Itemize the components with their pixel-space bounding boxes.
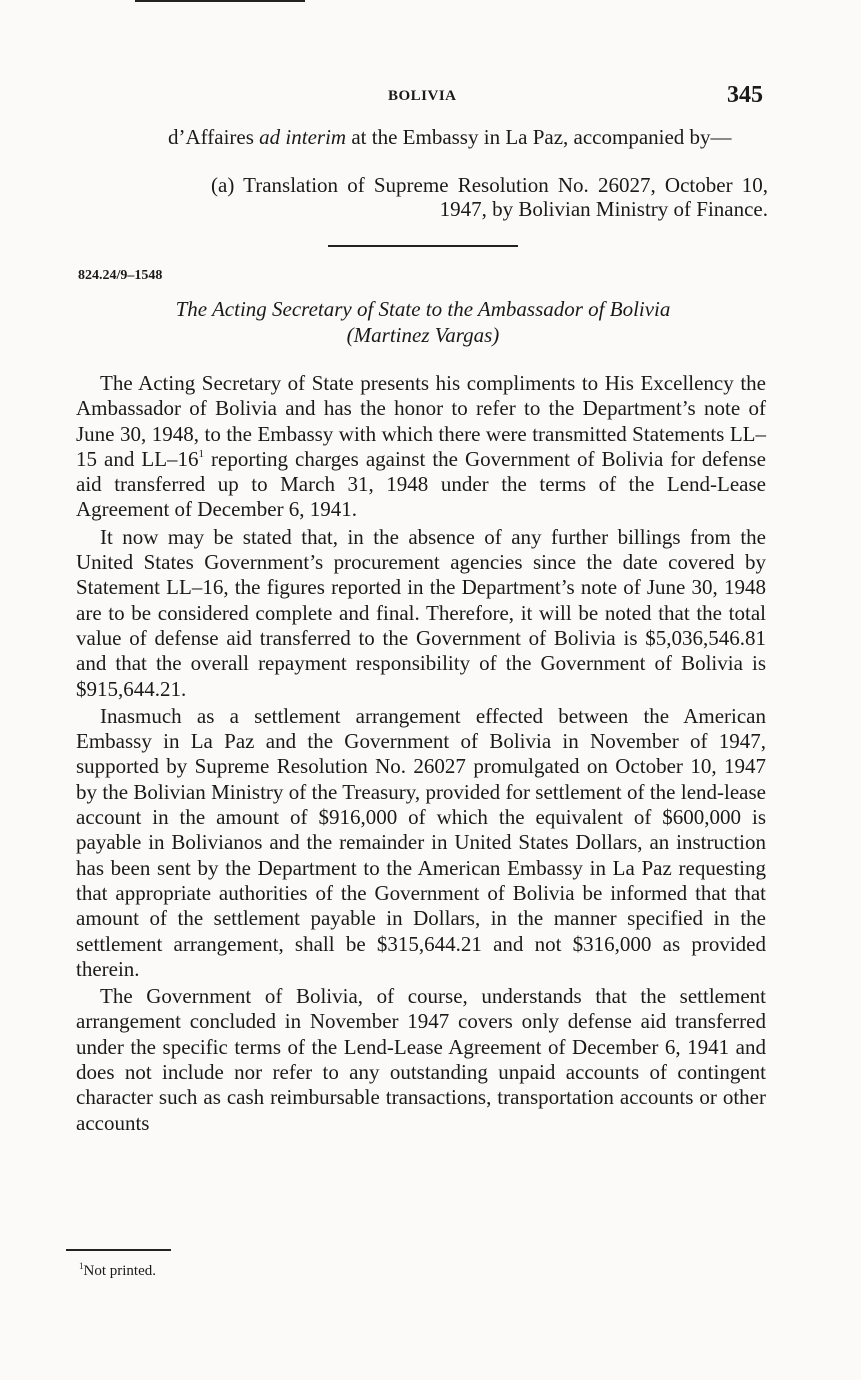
footnote-marker: 1 bbox=[79, 1261, 84, 1271]
section-divider bbox=[328, 245, 518, 247]
continued-text-italic: ad interim bbox=[259, 125, 347, 149]
enclosure-label: (a) bbox=[211, 173, 235, 197]
running-header bbox=[0, 82, 861, 110]
paragraph-1 bbox=[76, 371, 766, 523]
continued-text-start: d’Affaires bbox=[168, 125, 260, 149]
document-body bbox=[76, 371, 766, 1138]
paragraph-1-text-a: The Acting Secretary of State presents his compliments to His Excellency the Ambassador of Bolivia and has the honor to refer to the Department’s note of June 30, 1948, to the Embassy with which there were transmitted Statements LL–15 and LL–16 bbox=[76, 371, 766, 471]
paragraph-4: The Government of Bolivia, of course, understands that the settlement arrangement concluded in November 1947 covers only defense aid transferred under the specific terms of the Lend-Lease Agreement of December 6, 1941 and does not include nor refer to any outstanding unpaid accounts of contingent character such as cash reimbursable transactions, transportation accounts or other accounts bbox=[76, 984, 766, 1135]
footnote-rule bbox=[66, 1249, 171, 1251]
top-edge-rule bbox=[135, 0, 305, 2]
title-line-1: The Acting Secretary of State to the Ambassador of Bolivia bbox=[175, 297, 671, 321]
running-title: BOLIVIA bbox=[388, 88, 457, 104]
continued-text-end: at the Embassy in La Paz, accompanied by— bbox=[346, 125, 732, 149]
title-line-2: (Martinez Vargas) bbox=[346, 323, 500, 347]
enclosure-text: Translation of Supreme Resolution No. 26027, October 10, 1947, by Bolivian Ministry of Finance. bbox=[243, 173, 768, 221]
document-title bbox=[78, 296, 768, 348]
continued-paragraph bbox=[168, 126, 768, 149]
footnote bbox=[79, 1263, 156, 1280]
page-number: 345 bbox=[727, 82, 763, 108]
footnote-text: Not printed. bbox=[83, 1263, 156, 1279]
paragraph-1-text-b: reporting charges against the Government of Bolivia for defense aid transferred up to March 31, 1948 under the terms of the Lend-Lease Agreement of December 6, 1941. bbox=[76, 446, 766, 522]
paragraph-3: Inasmuch as a settlement arrangement effected between the American Embassy in La Paz and the Government of Bolivia in November of 1947, supported by Supreme Resolution No. 26027 promulgated on October 10, 1947 by the Bolivian Ministry of the Treasury, provided for settlement of the lend-lease account in the amount of $916,000 of which the equivalent of $600,000 is payable in Bolivianos and the remainder in United States Dollars, an instruction has been sent by the Department to the American Embassy in La Paz requesting that appropriate authorities of the Government of Bolivia be informed that that amount of the settlement payable in Dollars, in the manner specified in the settlement arrangement, shall be $315,644.21 and not $316,000 as provided therein. bbox=[76, 703, 766, 981]
enclosure-item bbox=[211, 173, 768, 221]
paragraph-2: It now may be stated that, in the absence of any further billings from the United States Government’s procurement agencies since the date covered by Statement LL–16, the figures reported in the Department’s note of June 30, 1948 are to be considered complete and final. Therefore, it will be noted that the total value of defense aid transferred to the Government of Bolivia is $5,036,546.81 and that the overall repayment responsibility of the Government of Bolivia is $915,644.21. bbox=[76, 524, 766, 701]
file-number: 824.24/9–1548 bbox=[78, 268, 163, 283]
footnote-reference: 1 bbox=[198, 447, 205, 460]
